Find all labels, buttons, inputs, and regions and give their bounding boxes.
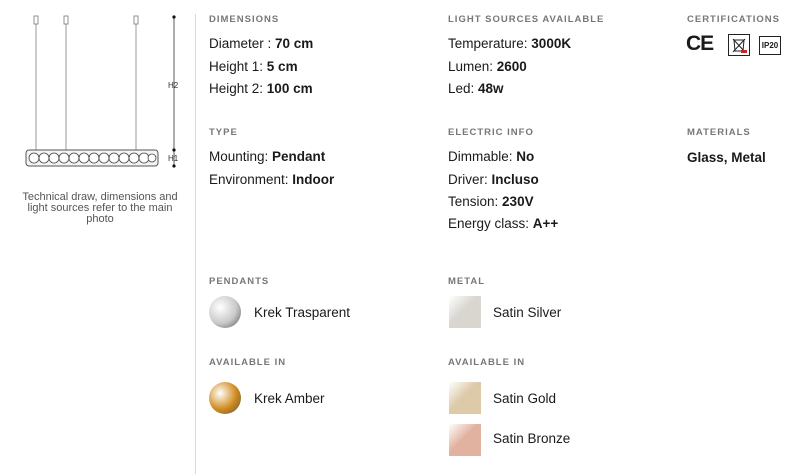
pendants-available-heading: AVAILABLE IN [209, 357, 287, 368]
metal-swatch-satin-silver[interactable] [449, 296, 481, 328]
metal-available-heading: AVAILABLE IN [448, 357, 526, 368]
divider [195, 14, 196, 474]
light-row: Lumen: 2600 [448, 59, 527, 74]
weee-bin-icon [728, 34, 750, 56]
light-row: Led: 48w [448, 81, 504, 96]
electric-row: Driver: Incluso [448, 172, 539, 187]
electric-row: Dimmable: No [448, 149, 535, 164]
dimension-row: Height 1: 5 cm [209, 59, 298, 74]
technical-drawing [20, 12, 190, 177]
ce-mark-icon: CE [686, 32, 714, 55]
metal-heading: METAL [448, 276, 486, 287]
electric-row: Energy class: A++ [448, 216, 559, 231]
electric-heading: ELECTRIC INFO [448, 127, 534, 138]
type-row: Mounting: Pendant [209, 149, 326, 164]
dimension-row: Height 2: 100 cm [209, 81, 313, 96]
h2-label: H2 [168, 81, 179, 90]
pendant-label: Krek Trasparent [254, 305, 351, 320]
light-row: Temperature: 3000K [448, 36, 572, 51]
pendants-heading: PENDANTS [209, 276, 270, 287]
metal-label: Satin Silver [493, 305, 562, 320]
pendant-swatch-krek-amber[interactable] [209, 382, 241, 414]
dimensions-heading: DIMENSIONS [209, 14, 280, 25]
pendant-swatch-krek-trasparent[interactable] [209, 296, 241, 328]
ip-rating-badge: IP20 [759, 36, 781, 55]
light-sources-heading: LIGHT SOURCES AVAILABLE [448, 14, 605, 25]
materials-heading: MATERIALS [687, 127, 751, 138]
certifications-heading: CERTIFICATIONS [687, 14, 780, 25]
h1-label: H1 [168, 154, 179, 163]
electric-row: Tension: 230V [448, 194, 534, 209]
type-row: Environment: Indoor [209, 172, 335, 187]
pendant-label: Krek Amber [254, 391, 325, 406]
dimension-row: Diameter : 70 cm [209, 36, 314, 51]
materials-value: Glass, Metal [687, 150, 766, 165]
metal-label: Satin Bronze [493, 431, 571, 446]
metal-swatch-satin-gold[interactable] [449, 382, 481, 414]
metal-label: Satin Gold [493, 391, 557, 406]
drawing-caption: Technical draw, dimensions and light sources refer to the main photo [22, 191, 178, 225]
type-heading: TYPE [209, 127, 238, 138]
metal-swatch-satin-bronze[interactable] [449, 424, 481, 456]
